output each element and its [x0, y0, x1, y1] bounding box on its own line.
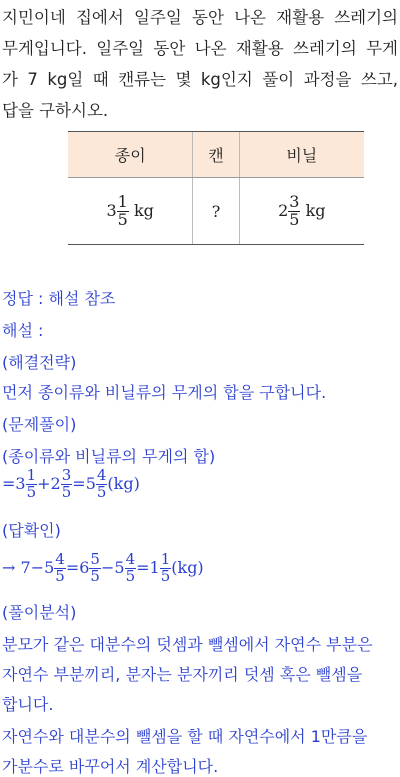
equation-sum: =3 $\frac{1}{5}$ +2 $\frac{3}{5}$ =5 $\frac{4}{5}$ (kg)	[2, 466, 140, 501]
explanation-label: 해설 :	[2, 321, 44, 340]
solve-label: (문제풀이)	[2, 415, 77, 434]
fraction: $\frac{3}{5}$	[289, 191, 300, 229]
analysis-line: 분모가 같은 대분수의 덧셈과 뺄셈에서 자연수 부분은	[2, 635, 373, 654]
weight-table	[68, 131, 364, 245]
analysis-label: (풀이분석)	[2, 603, 77, 622]
solve-subtitle: (종이류와 비닐류의 무게의 합)	[2, 447, 216, 466]
answer-label: 정답 : 해설 참조	[2, 289, 116, 308]
question-line: 답을 구하시오.	[2, 101, 109, 120]
analysis-line: 자연수와 대분수의 뺄셈을 할 때 자연수에서 1만큼을	[2, 727, 368, 746]
analysis-line: 가분수로 바꾸어서 계산합니다.	[2, 757, 219, 776]
cell-paper-weight: 3 $\frac{1}{5}$ kg	[68, 178, 193, 245]
question-line: 지민이네 집에서 일주일 동안 나온 재활용 쓰레기의	[2, 8, 398, 27]
strategy-text: 먼저 종이류와 비닐류의 무게의 합을 구합니다.	[2, 383, 327, 402]
header-can: 캔	[193, 132, 239, 178]
question-text	[2, 2, 398, 126]
header-paper: 종이	[68, 132, 193, 178]
fraction: $\frac{1}{5}$	[117, 191, 128, 229]
check-label: (답확인)	[2, 521, 61, 540]
analysis-line: 합니다.	[2, 695, 54, 714]
equation-check: → 7−5 $\frac{4}{5}$ =6 $\frac{5}{5}$ −5 $\frac{4}{5}$ =1 $\frac{1}{5}$ (kg)	[2, 550, 204, 585]
header-vinyl: 비닐	[239, 132, 364, 178]
question-line: 무게입니다. 일주일 동안 나온 재활용 쓰레기의 무게	[2, 39, 398, 58]
cell-vinyl-weight: 2 $\frac{3}{5}$ kg	[239, 178, 364, 245]
question-line: 가 7 kg일 때 캔류는 몇 kg인지 풀이 과정을 쓰고,	[2, 70, 398, 89]
analysis-line: 자연수 부분끼리, 분자는 분자끼리 덧셈 혹은 뺄셈을	[2, 665, 363, 684]
cell-can-weight: ?	[193, 178, 239, 245]
strategy-label: (해결전략)	[2, 353, 77, 372]
